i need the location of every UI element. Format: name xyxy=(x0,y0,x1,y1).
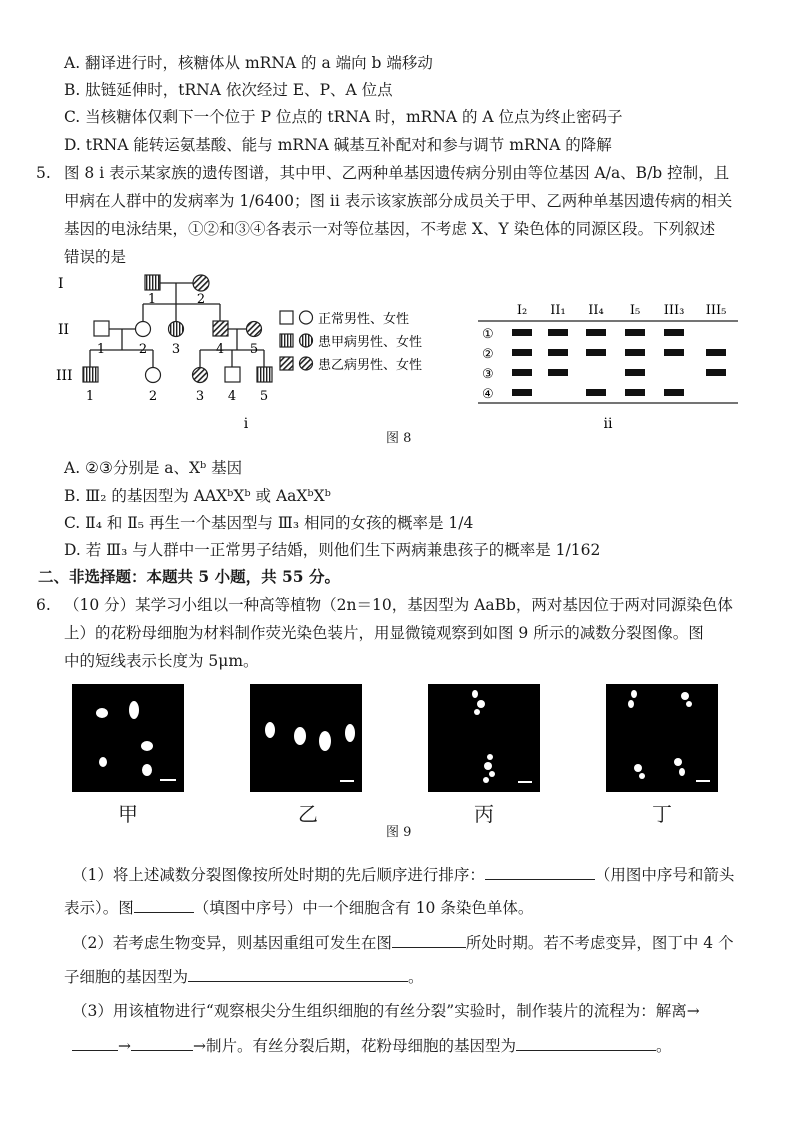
option-b: B. Ⅲ₂ 的基因型为 AAXᵇXᵇ 或 AaXᵇXᵇ xyxy=(64,487,331,505)
micrograph-panel-4 xyxy=(606,684,718,792)
option-a: A. ②③分别是 a、Xᵇ 基因 xyxy=(64,459,243,477)
pedigree-ii5 xyxy=(247,322,262,337)
pedigree-iii1 xyxy=(83,367,98,382)
legend-label: 患乙病男性、女性 xyxy=(318,358,423,373)
legend-disease-a-female-icon xyxy=(300,334,313,347)
gel-column-label: I₂ xyxy=(516,303,528,318)
option-a: A. 翻译进行时，核糖体从 mRNA 的 a 端向 b 端移动 xyxy=(64,54,433,72)
id-number: 5 xyxy=(259,389,269,404)
figure-label: 图 9 xyxy=(386,825,412,840)
option-b: B. 肽链延伸时，tRNA 依次经过 E、P、A 位点 xyxy=(64,81,393,99)
gel-band xyxy=(548,349,568,356)
gen-label: III xyxy=(56,368,73,384)
pedigree-iii2 xyxy=(146,368,161,383)
gel-column-label: I₅ xyxy=(629,303,641,318)
answer-blank[interactable] xyxy=(516,1036,656,1051)
id-number: 3 xyxy=(171,342,181,357)
electrophoresis-gel xyxy=(470,296,760,436)
question-stem: 上）的花粉母细胞为材料制作荧光染色装片，用显微镜观察到如图 9 所示的减数分裂图像。图 xyxy=(64,624,704,642)
gel-band xyxy=(625,389,645,396)
legend-normal-male-icon xyxy=(280,311,293,324)
gel-band xyxy=(706,369,726,376)
answer-line-1 xyxy=(72,864,734,886)
panel-label: 丁 xyxy=(652,802,672,826)
gel-band xyxy=(586,349,606,356)
answer-line-2 xyxy=(72,932,734,954)
pedigree-iii5 xyxy=(257,367,272,382)
question-stem: 错误的是 xyxy=(64,248,127,266)
prompt-text: （2）若考虑生物变异，则基因重组可发生在图 xyxy=(72,934,392,952)
pedigree-iii4 xyxy=(225,367,240,382)
prompt-text: 所处时期。若不考虑变异，图丁中 4 个 xyxy=(465,934,734,952)
id-number: 1 xyxy=(147,292,157,307)
micrograph-panel-1 xyxy=(72,684,184,792)
gel-band xyxy=(512,389,532,396)
id-number: 4 xyxy=(215,342,225,357)
figure-label: 图 8 xyxy=(386,431,412,446)
gel-band xyxy=(664,349,684,356)
pedigree-ii3 xyxy=(169,322,184,337)
legend-disease-b-female-icon xyxy=(300,357,313,370)
figure-sublabel: ii xyxy=(603,416,613,432)
legend-disease-a-male-icon xyxy=(280,334,293,347)
id-number: 3 xyxy=(195,389,205,404)
micrograph-panel-3 xyxy=(428,684,540,792)
id-number: 2 xyxy=(138,342,148,357)
legend-normal-female-icon xyxy=(300,311,313,324)
panel-label: 甲 xyxy=(118,802,138,826)
gel-band xyxy=(512,329,532,336)
option-d: D. 若 Ⅲ₃ 与人群中一正常男子结婚，则他们生下两病兼患孩子的概率是 1/162 xyxy=(64,541,601,559)
prompt-text: （用图中序号和箭头 xyxy=(594,866,735,884)
pedigree-ii2 xyxy=(136,322,151,337)
answer-blank[interactable] xyxy=(392,933,466,948)
id-number: 4 xyxy=(227,389,237,404)
gel-band xyxy=(706,349,726,356)
answer-line-3b xyxy=(72,1035,672,1057)
gel-row-label: ① xyxy=(482,327,494,342)
pedigree-ii4 xyxy=(213,321,228,336)
answer-blank[interactable] xyxy=(188,967,408,982)
figure-sublabel: i xyxy=(243,416,249,432)
gel-row-label: ② xyxy=(482,347,494,362)
answer-blank[interactable] xyxy=(485,865,595,880)
legend-label: 正常男性、女性 xyxy=(318,312,410,327)
id-number: 1 xyxy=(96,342,106,357)
gel-band xyxy=(625,369,645,376)
gel-band xyxy=(586,329,606,336)
id-number: 1 xyxy=(85,389,95,404)
id-number: 5 xyxy=(249,342,259,357)
id-number: 2 xyxy=(148,389,158,404)
legend-disease-b-male-icon xyxy=(280,357,293,370)
panel-label: 乙 xyxy=(298,802,318,826)
question-number: 6. xyxy=(36,596,51,614)
gen-label: II xyxy=(58,322,70,338)
gel-band xyxy=(548,329,568,336)
gel-band xyxy=(512,369,532,376)
gel-band xyxy=(586,389,606,396)
micrograph-panel-2 xyxy=(250,684,362,792)
gel-band xyxy=(512,349,532,356)
gel-row-label: ③ xyxy=(482,367,494,382)
answer-blank[interactable] xyxy=(131,1036,193,1051)
gel-column-label: III₅ xyxy=(705,303,727,318)
legend-label: 患甲病男性、女性 xyxy=(318,335,423,350)
pedigree-iii3 xyxy=(193,368,208,383)
gel-column-label: II₁ xyxy=(550,303,566,318)
prompt-text: 。 xyxy=(408,968,424,986)
question-stem: （10 分）某学习小组以一种高等植物（2n＝10，基因型为 AaBb，两对基因位于两对同源染色体 xyxy=(64,596,733,614)
panel-label: 丙 xyxy=(474,802,494,826)
question-number: 5. xyxy=(36,164,51,182)
pedigree-i1 xyxy=(145,275,160,290)
gen-label: I xyxy=(58,276,64,292)
pedigree-ii1 xyxy=(94,321,109,336)
gel-column-label: II₄ xyxy=(588,303,604,318)
question-stem: 甲病在人群中的发病率为 1/6400；图 ii 表示该家族部分成员关于甲、乙两种单基因遗传病的相关 xyxy=(64,192,733,210)
gel-band xyxy=(664,389,684,396)
id-number: 2 xyxy=(196,292,206,307)
section-heading: 二、非选择题：本题共 5 小题，共 55 分。 xyxy=(38,567,340,586)
question-stem: 基因的电泳结果，①②和③④各表示一对等位基因，不考虑 X、Y 染色体的同源区段。下列叙述 xyxy=(64,220,716,238)
prompt-text: 。 xyxy=(656,1037,672,1055)
answer-line-3: （3）用该植物进行“观察根尖分生组织细胞的有丝分裂”实验时，制作装片的流程为：解离→ xyxy=(72,1002,700,1020)
option-d: D. tRNA 能转运氨基酸、能与 mRNA 碱基互补配对和参与调节 mRNA 的降解 xyxy=(64,136,612,154)
question-stem: 图 8 i 表示某家族的遗传图谱，其中甲、乙两种单基因遗传病分别由等位基因 A/a、B/b 控制，且 xyxy=(64,164,730,182)
answer-line-2b xyxy=(64,966,424,988)
gel-band xyxy=(625,349,645,356)
option-c: C. Ⅱ₄ 和 Ⅱ₅ 再生一个基因型与 Ⅲ₃ 相同的女孩的概率是 1/4 xyxy=(64,514,474,532)
question-stem: 中的短线表示长度为 5μm。 xyxy=(64,652,259,670)
answer-blank[interactable] xyxy=(134,898,194,913)
prompt-text: 表示）。图 xyxy=(64,899,134,917)
prompt-text: → xyxy=(118,1037,131,1055)
gel-band xyxy=(548,369,568,376)
pedigree-i2 xyxy=(193,275,209,291)
answer-line-1b xyxy=(64,897,533,919)
prompt-text: 子细胞的基因型为 xyxy=(64,968,189,986)
prompt-text: （1）将上述减数分裂图像按所处时期的先后顺序进行排序： xyxy=(72,866,485,884)
gel-row-label: ④ xyxy=(482,387,494,402)
answer-blank[interactable] xyxy=(72,1036,118,1051)
gel-band xyxy=(664,329,684,336)
pedigree-chart xyxy=(50,268,460,438)
gel-column-label: III₃ xyxy=(663,303,685,318)
gel-band xyxy=(625,329,645,336)
prompt-text: →制片。有丝分裂后期，花粉母细胞的基因型为 xyxy=(193,1037,516,1055)
prompt-text: （填图中序号）中一个细胞含有 10 条染色单体。 xyxy=(193,899,534,917)
option-c: C. 当核糖体仅剩下一个位于 P 位点的 tRNA 时，mRNA 的 A 位点为终止密码子 xyxy=(64,108,623,126)
